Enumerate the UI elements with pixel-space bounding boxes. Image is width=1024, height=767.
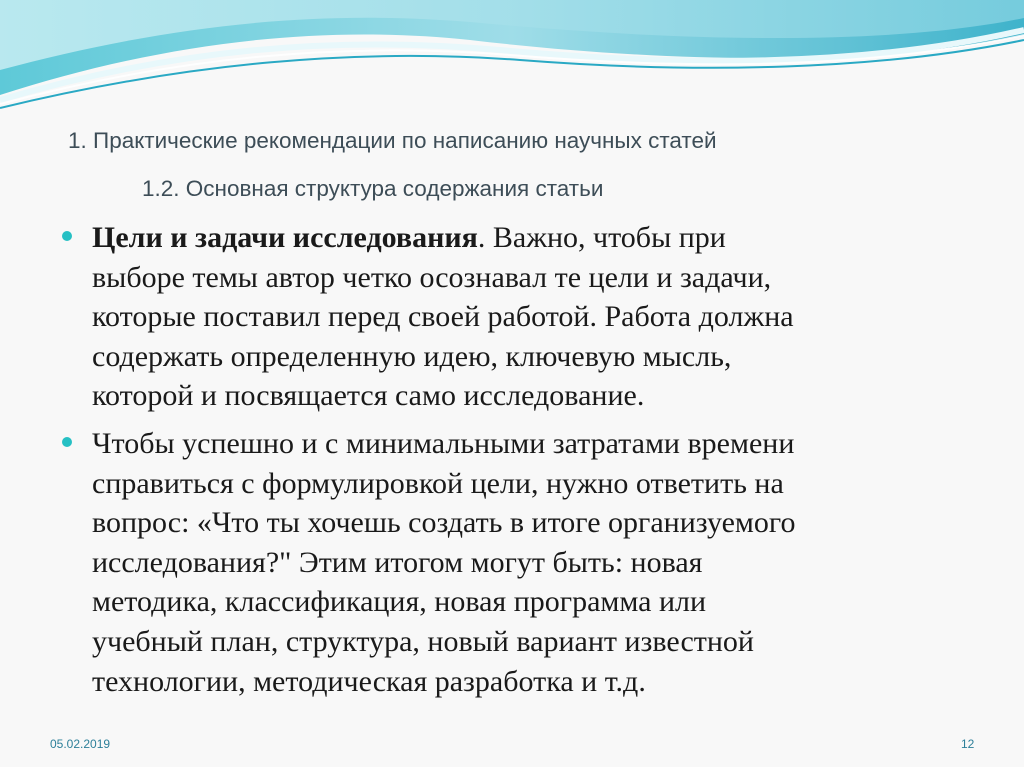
bullet2-line-3: вопрос: «Что ты хочешь создать в итоге организуемого	[92, 506, 796, 540]
slide-title: 1. Практические рекомендации по написанию научных статей	[68, 128, 717, 153]
bullet-item-2	[62, 424, 982, 701]
slide-subtitle: 1.2. Основная структура содержания статьи	[142, 176, 604, 201]
footer-page-number: 12	[961, 737, 975, 751]
decorative-wave-header	[0, 0, 1024, 120]
bullet2-line-1: Чтобы успешно и с минимальными затратами времени	[92, 426, 795, 460]
bullet1-line-5: которой и посвящается само исследование.	[92, 379, 645, 413]
bullet2-line-5: методика, классификация, новая программа или	[92, 585, 707, 619]
bullet1-line-1	[92, 218, 982, 258]
bullet-item-1	[62, 218, 982, 416]
bullet2-line-7: технологии, методическая разработка и т.д.	[92, 664, 646, 698]
bullet1-line-1-text: . Важно, чтобы при	[477, 221, 726, 254]
bullet-dot-icon	[62, 231, 72, 241]
bullet-dot-icon	[62, 437, 72, 447]
bullet2-line-6: учебный план, структура, новый вариант известной	[92, 624, 754, 658]
slide-body	[62, 218, 982, 709]
footer-date: 05.02.2019	[50, 737, 111, 751]
bullet2-line-2: справиться с формулировкой цели, нужно ответить на	[92, 466, 784, 500]
bullet1-line-3: которые поставил перед своей работой. Работа должна	[92, 300, 794, 334]
bullet1-line-2: выборе темы автор четко осознавал те цели и задачи,	[92, 260, 772, 294]
bullet1-line-4: содержать определенную идею, ключевую мысль,	[92, 339, 732, 373]
bullet1-lead: Цели и задачи исследования	[92, 221, 478, 254]
bullet2-line-4: исследования?" Этим итогом могут быть: новая	[92, 545, 703, 579]
